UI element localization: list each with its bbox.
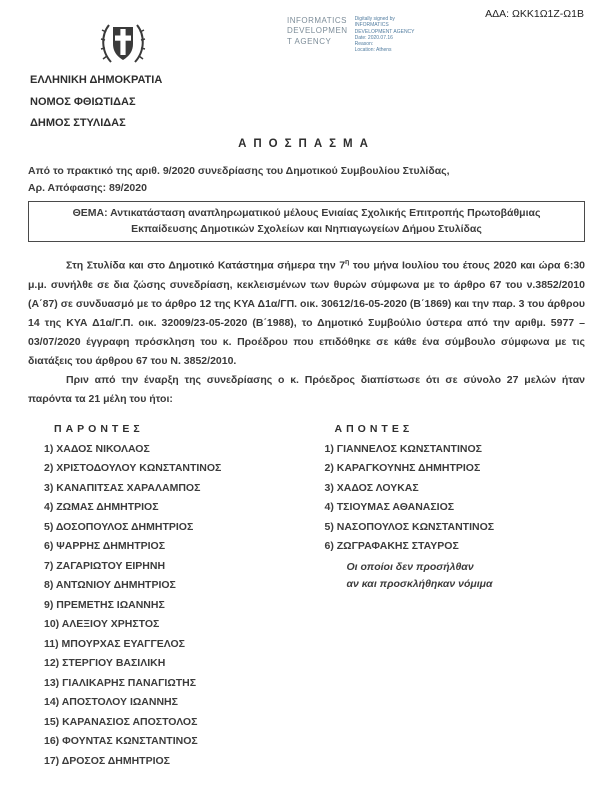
- absent-member: 5) ΝΑΣΟΠΟΥΛΟΣ ΚΩΝΣΤΑΝΤΙΝΟΣ: [324, 520, 495, 533]
- stamp-agency-name: [287, 16, 348, 47]
- present-member: 3) ΚΑΝΑΠΙΤΣΑΣ ΧΑΡΑΛΑΜΠΟΣ: [44, 481, 201, 494]
- attendance-columns: [28, 423, 585, 772]
- issuing-authority: [30, 70, 162, 135]
- present-header: ΠΑΡΟΝΤΕΣ: [54, 422, 144, 435]
- quorum-paragraph: Πριν από την έναρξη της συνεδρίασης ο κ. Πρόεδρος διαπίστωσε ότι σε σύνολο 27 μελών ήταν παρόντα τα 21 μέλη του ήτοι:: [28, 373, 585, 405]
- present-member: 1) ΧΑΔΟΣ ΝΙΚΟΛΑΟΣ: [44, 442, 150, 455]
- present-member: 10) ΑΛΕΞΙΟΥ ΧΡΗΣΤΟΣ: [44, 618, 160, 630]
- absent-note: [307, 559, 586, 593]
- subject-label: ΘΕΜΑ:: [72, 207, 108, 219]
- absent-list: [307, 440, 586, 557]
- absent-note-line2: αν και προσκλήθηκαν νόμιμα: [346, 577, 493, 590]
- present-member: 14) ΑΠΟΣΤΟΛΟΥ ΙΩΑΝΝΗΣ: [44, 696, 178, 708]
- decision-number: 89/2020: [109, 182, 147, 194]
- intro-prefix: Από το πρακτικό της αριθ.: [28, 165, 163, 177]
- org-line-municipality: ΔΗΜΟΣ ΣΤΥΛΙΔΑΣ: [30, 117, 126, 129]
- present-member: 16) ΦΟΥΝΤΑΣ ΚΩΝΣΤΑΝΤΙΝΟΣ: [44, 735, 198, 747]
- intro-suffix: συνεδρίασης του Δημοτικού Συμβουλίου Στυλίδας,: [194, 165, 450, 177]
- subject-text: Αντικατάσταση αναπληρωματικού μέλους Ενιαίας Σχολικής Επιτροπής Πρωτοβάθμιας Εκπαίδευσης Δημοτικών Σχολείων και Νηπιαγωγείων Δήμου Στυλίδας: [107, 207, 541, 235]
- stamp-agency-line: T AGENCY: [287, 36, 332, 46]
- present-member: 6) ΨΑΡΡΗΣ ΔΗΜΗΤΡΙΟΣ: [44, 540, 166, 552]
- stamp-signature-line: Location: Athens: [354, 47, 392, 54]
- absent-member: 6) ΖΩΓΡΑΦΑΚΗΣ ΣΤΑΥΡΟΣ: [324, 540, 459, 552]
- absent-header: ΑΠΟΝΤΕΣ: [334, 422, 414, 435]
- ordinal-superscript: η: [345, 259, 350, 266]
- ada-code: ΑΔΑ: ΩΚΚ1Ω1Ζ-Ω1Β: [485, 8, 584, 20]
- present-member: 4) ΖΩΜΑΣ ΔΗΜΗΤΡΙΟΣ: [44, 501, 159, 513]
- document-body: [28, 138, 585, 771]
- session-paragraph-part2: του μήνα Ιουλίου του έτους 2020 και ώρα 6:30 μ.μ. συνήλθε σε δια ζώσης συνεδρίαση, κεκλεισμένων των θυρών σύμφωνα με το άρθρο 67 του ν.3852/2010 (Α΄87) σε συνδυασμό με το άρθρο 12 της ΚΥΑ Δ1α/ΓΠ. οικ. 30612/16-05-2020 (Β΄1869) και την παρ. 3 του άρθρου 14 της ΚΥΑ Δ1α/Γ.Π. οικ. 32009/23-05-2020 (Β΄1988), το Δημοτικό Συμβούλιο ύστερα από την αριθμ. 5977 – 03/07/2020 έγγραφη πρόσκληση του κ. Προέδρου που επιδόθηκε σε κάθε ένα σύμβουλο σύμφωνα με τις διατάξεις του άρθρου 67 του Ν. 3852/2010.: [28, 259, 586, 367]
- document-title: ΑΠΟΣΠΑΣΜΑ: [238, 138, 375, 150]
- stamp-signature-line: Digitally signed by: [354, 16, 395, 22]
- present-member: 8) ΑΝΤΩΝΙΟΥ ΔΗΜΗΤΡΙΟΣ: [44, 579, 176, 591]
- present-member: 11) ΜΠΟΥΡΧΑΣ ΕΥΑΓΓΕΛΟΣ: [44, 637, 185, 650]
- digital-signature-stamp: [287, 16, 415, 54]
- present-member: 15) ΚΑΡΑΝΑΣΙΟΣ ΑΠΟΣΤΟΛΟΣ: [44, 715, 198, 728]
- absent-note-line1: Οι οποίοι δεν προσήλθαν: [346, 560, 474, 573]
- absent-column: [307, 423, 586, 772]
- org-line-prefecture: ΝΟΜΟΣ ΦΘΙΩΤΙΔΑΣ: [30, 95, 136, 108]
- present-member: 2) ΧΡΙΣΤΟΔΟΥΛΟΥ ΚΩΝΣΤΑΝΤΙΝΟΣ: [44, 462, 222, 474]
- absent-member: 3) ΧΑΔΟΣ ΛΟΥΚΑΣ: [324, 481, 419, 494]
- present-column: [28, 423, 307, 772]
- stamp-signature-line: DEVELOPMENT AGENCY: [354, 28, 415, 35]
- decision-label: Αρ. Απόφασης:: [28, 182, 109, 194]
- stamp-signature-line: Reason:: [354, 41, 374, 47]
- stamp-agency-line: DEVELOPMEN: [287, 26, 348, 36]
- stamp-signature-line: Date: 2020.07.16: [354, 34, 393, 41]
- subject-box: [28, 201, 585, 242]
- absent-member: 2) ΚΑΡΑΓΚΟΥΝΗΣ ΔΗΜΗΤΡΙΟΣ: [324, 462, 481, 474]
- org-line-republic: ΕΛΛΗΝΙΚΗ ΔΗΜΟΚΡΑΤΙΑ: [30, 74, 163, 86]
- stamp-signature-line: INFORMATICS: [354, 22, 389, 29]
- session-paragraph: [28, 253, 585, 371]
- present-member: 9) ΠΡΕΜΕΤΗΣ ΙΩΑΝΝΗΣ: [44, 598, 165, 611]
- session-number: 9/2020: [162, 165, 195, 177]
- present-list: [28, 440, 307, 772]
- present-member: 5) ΔΟΣΟΠΟΥΛΟΣ ΔΗΜΗΤΡΙΟΣ: [44, 520, 194, 533]
- absent-member: 1) ΓΙΑΝΝΕΛΟΣ ΚΩΝΣΤΑΝΤΙΝΟΣ: [324, 442, 482, 455]
- present-member: 12) ΣΤΕΡΓΙΟΥ ΒΑΣΙΛΙΚΗ: [44, 657, 166, 669]
- present-member: 7) ΖΑΓΑΡΙΩΤΟΥ ΕΙΡΗΝΗ: [44, 559, 166, 572]
- greek-coat-of-arms-icon: [98, 20, 148, 73]
- absent-member: 4) ΤΣΙΟΥΜΑΣ ΑΘΑΝΑΣΙΟΣ: [324, 501, 455, 513]
- stamp-agency-line: INFORMATICS: [287, 16, 348, 25]
- minutes-reference-line: [28, 163, 585, 180]
- session-paragraph-part1: Στη Στυλίδα και στο Δημοτικό Κατάστημα σήμερα την 7: [66, 259, 346, 272]
- present-member: 13) ΓΙΑΛΙΚΑΡΗΣ ΠΑΝΑΓΙΩΤΗΣ: [44, 676, 197, 689]
- decision-number-line: [28, 180, 585, 197]
- stamp-signature-details: [355, 16, 415, 54]
- present-member: 17) ΔΡΟΣΟΣ ΔΗΜΗΤΡΙΟΣ: [44, 754, 170, 767]
